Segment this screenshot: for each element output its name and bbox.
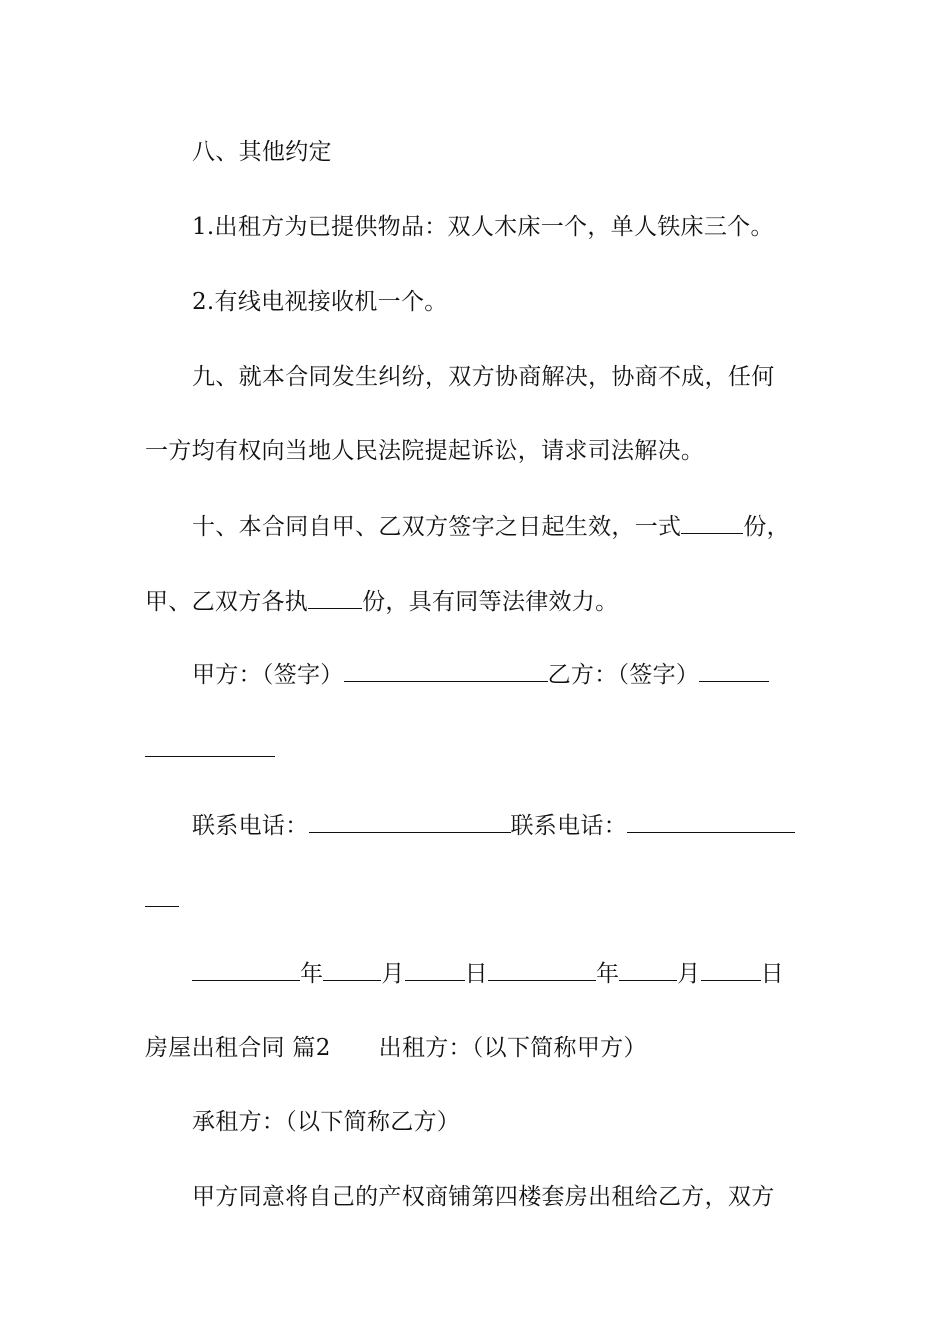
party-b-month-blank[interactable] [619, 958, 677, 981]
party-a-signature-blank[interactable] [344, 659, 548, 682]
party-a-year-blank[interactable] [192, 958, 300, 981]
phone-line [192, 810, 857, 841]
party-a-month-blank[interactable] [323, 958, 381, 981]
party-a-day-label: 日 [464, 961, 488, 987]
section-8-item-2: 2.有线电视接收机一个。 [192, 289, 448, 315]
party-b-phone-blank-continued[interactable] [145, 884, 179, 907]
section-9-line-2: 一方均有权向当地人民法院提起诉讼，请求司法解决。 [145, 438, 705, 464]
signature-line [192, 659, 857, 690]
party-a-year-label: 年 [300, 961, 324, 987]
party-b-phone-label: 联系电话： [510, 813, 627, 839]
contract-2-title: 房屋出租合同 篇2 [145, 1035, 331, 1061]
party-a-month-label: 月 [381, 961, 405, 987]
party-b-year-blank[interactable] [488, 958, 596, 981]
lessee-label: 承租方：（以下简称乙方） [192, 1109, 461, 1135]
signature-line-continued [145, 734, 810, 765]
party-a-phone-blank[interactable] [309, 810, 511, 833]
party-b-signature-blank[interactable] [699, 659, 769, 682]
each-copies-blank[interactable] [308, 586, 362, 609]
party-b-day-blank[interactable] [701, 958, 761, 981]
contract-2-intro: 甲方同意将自己的产权商铺第四楼套房出租给乙方，双方 [192, 1184, 775, 1210]
section-10-line-1 [192, 511, 857, 542]
section-10-text-b: 份， [743, 514, 790, 540]
phone-line-continued [145, 884, 810, 915]
section-10-text-d: 份，具有同等法律效力。 [362, 589, 619, 615]
party-a-day-blank[interactable] [405, 958, 465, 981]
section-8-item-1: 1.出租方为已提供物品：双人木床一个，单人铁床三个。 [192, 214, 774, 240]
party-b-month-label: 月 [677, 961, 701, 987]
section-10-text-a: 十、本合同自甲、乙双方签字之日起生效，一式 [192, 514, 682, 540]
date-line [192, 958, 857, 989]
lessor-label: 出租方：（以下简称甲方） [378, 1035, 647, 1061]
section-10-text-c: 甲、乙双方各执 [145, 589, 309, 615]
party-b-day-label: 日 [760, 961, 784, 987]
section-8-heading: 八、其他约定 [192, 139, 332, 165]
party-b-phone-blank[interactable] [627, 810, 795, 833]
party-a-phone-label: 联系电话： [192, 813, 309, 839]
section-10-line-2 [145, 586, 810, 617]
copies-blank[interactable] [681, 511, 743, 534]
party-b-year-label: 年 [595, 961, 620, 987]
party-a-signature-label: 甲方：（签字） [192, 662, 344, 688]
section-9-line-1: 九、就本合同发生纠纷，双方协商解决，协商不成，任何 [192, 364, 775, 390]
party-b-signature-label: 乙方：（签字） [547, 662, 700, 688]
contract-2-header-line [145, 1033, 810, 1063]
party-b-signature-blank-continued[interactable] [145, 734, 275, 757]
